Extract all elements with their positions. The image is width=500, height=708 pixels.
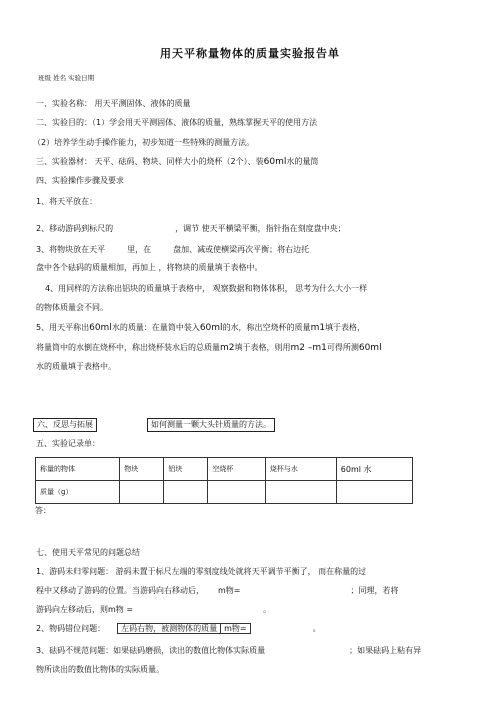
reflection-heading: 六、反思与拓展 [33,418,97,432]
table-header-cell: 铝块 [164,458,208,481]
step-3: 3、将物块放在天平 里，在 盘加、减或使横梁再次平衡；将右边托 [36,245,310,254]
step-5: 5、用天平称出60ml水的质量：在量筒中装入60ml的水，称出空烧杯的质量m1填于表格， [36,323,366,333]
answer-label: 答： [35,506,51,515]
reflection-question: 如何测量一颗大头针质量的方法。 [147,418,275,432]
table-cell[interactable] [120,481,164,504]
table-row-label: 质量（g） [36,481,120,504]
section-purpose-1: 二、实验目的：（1）学会用天平测固体、液体的质量，熟练掌握天平的使用方法 [36,118,318,127]
problem-3: 3、砝码不规范问题：如果砝码磨损，读出的数值比物体实际质量 ；如果砝码上粘有异 [36,646,422,655]
table-header-cell: 烧杯与水 [265,458,336,481]
table-header-row [36,458,413,481]
problem-2: 2、物码错位问题： 左码右物，被测物体的质量 m物= 。 [36,624,321,633]
header-line: 班级 姓名 实验日期 [38,74,95,82]
table-cell[interactable] [265,481,336,504]
table-header-cell: 空烧杯 [208,458,265,481]
table-row [36,481,413,504]
section-experiment-name: 一、实验名称： 用天平测固体、液体的质量 [36,99,191,108]
step-4-cont: 的物体质量会不同。 [36,303,108,312]
table-header-cell: 物块 [120,458,164,481]
section-purpose-2: （2）培养学生动手操作能力，初步知道一些特殊的测量方法。 [33,138,255,147]
record-heading: 五、实验记录单： [36,439,100,448]
step-2: 2、移动游码到标尺的 ，调节 使天平横梁平衡，指针指在刻度盘中央； [36,224,346,233]
table-cell[interactable] [164,481,208,504]
record-table [35,457,413,504]
step-1: 1、将天平放在： [36,197,98,206]
section-steps-heading: 四、实验操作步骤及要求 [36,176,124,185]
section-equipment: 三、实验器材： 天平、砝码、物块、同样大小的烧杯（2个）、装60ml水的量筒 [36,157,319,167]
section-common-problems: 七、使用天平常见的问题总结 [36,548,140,557]
problem-3-cont: 物所读出的数值比物体的实际质量。 [36,665,164,674]
problem-1-cont: 程中又移动了游码的位置。当游码向右移动后， m物= ；同理，若将 [36,586,399,595]
table-header-cell: 60ml 水 [336,458,412,481]
problem-1-end: 游码向左移动后，则m物 = 。 [36,605,272,614]
table-cell[interactable] [336,481,412,504]
step-3-cont: 盘中各个砝码的质量相加，再加上 ，将物块的质量填于表格中。 [36,263,263,272]
problem-1: 1、游码未归零问题： 游码未置于标尺左端的零刻度线处就将天平调节平衡了， 而在称量的过 [36,567,367,576]
step-4: 4、用同样的方法称出铝块的质量填于表格中， 观察数据和物体体积， 思考为什么大小一样 [45,284,368,293]
step-5-cont: 将量筒中的水倒在烧杯中，称出烧杯装水后的总质量m2填于表格，则用m2 –m1可得所测60ml [36,343,382,353]
step-5-end: 水的质量填于表格中。 [36,362,116,371]
report-title: 用天平称量物体的质量实验报告单 [160,47,340,60]
table-cell[interactable] [208,481,265,504]
table-header-cell: 称量的物体 [36,458,120,481]
